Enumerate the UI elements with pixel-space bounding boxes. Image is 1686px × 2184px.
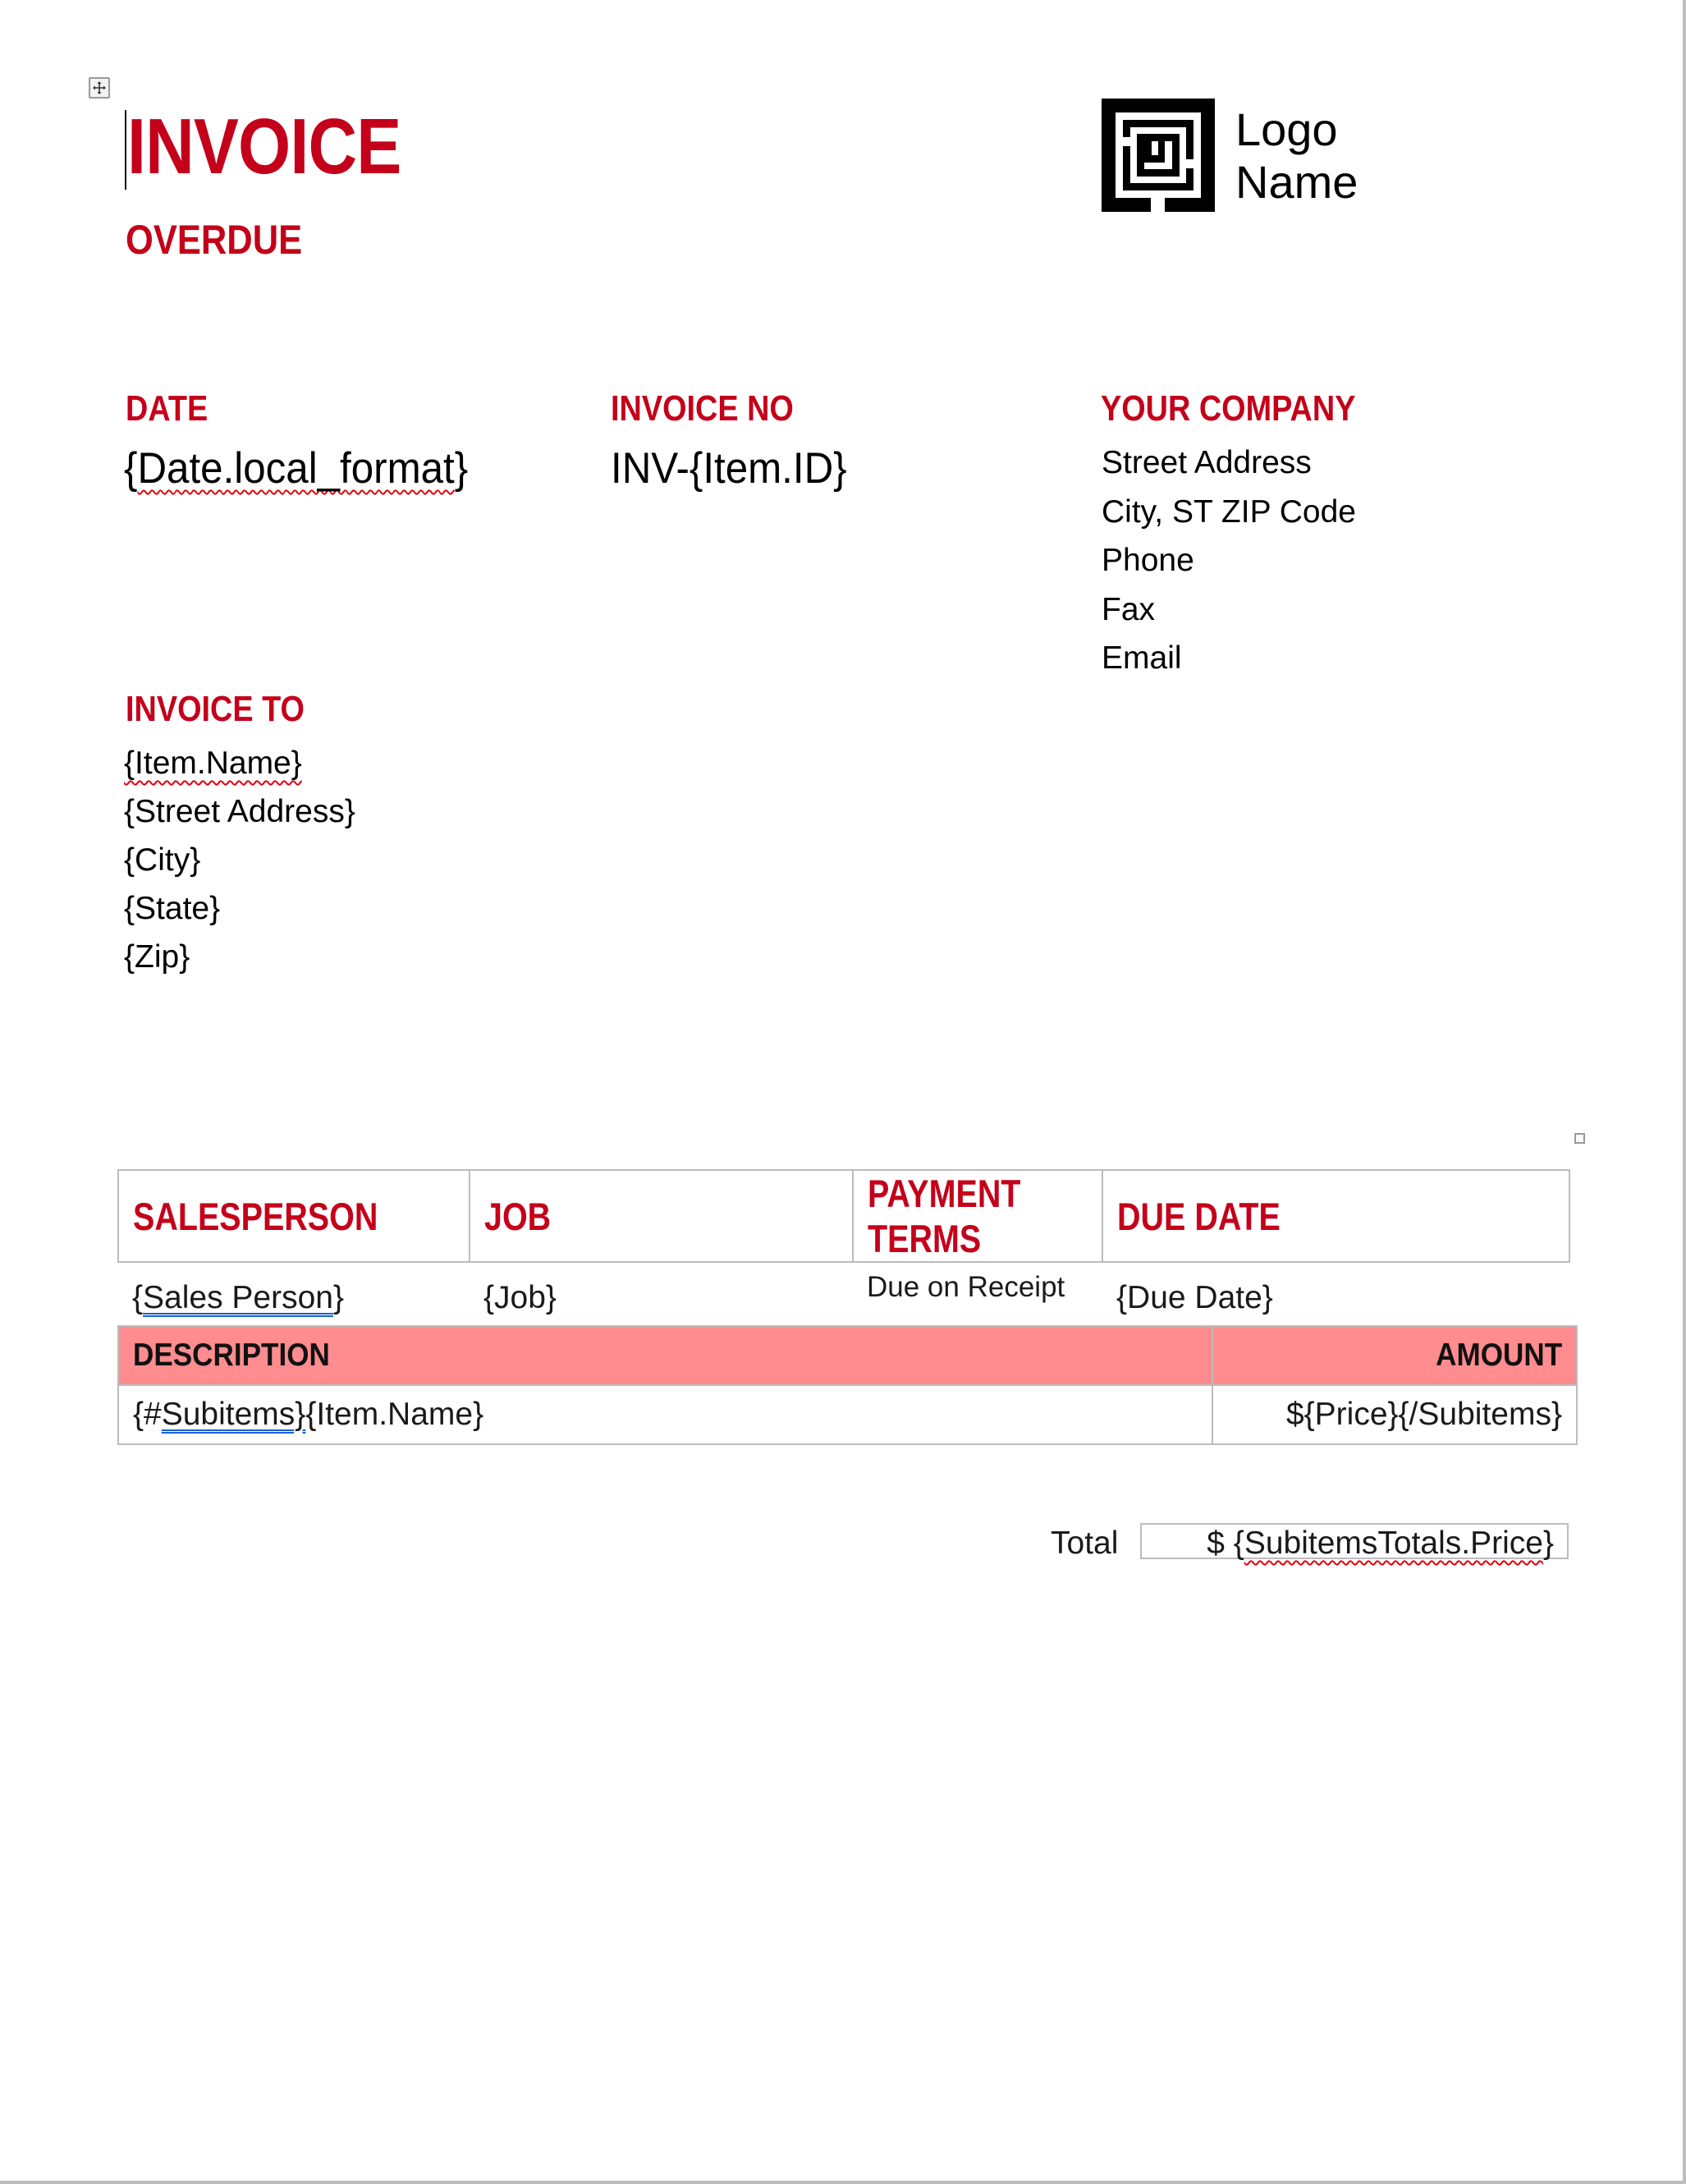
- logo-maze-icon: [1102, 99, 1215, 212]
- client-street[interactable]: {Street Address}: [124, 794, 355, 829]
- total-value: SubitemsTotals.Price: [1244, 1526, 1543, 1561]
- company-phone[interactable]: Phone: [1102, 543, 1194, 578]
- col-salesperson: SALESPERSON: [118, 1170, 470, 1262]
- subitems-tag: Subitems}: [161, 1397, 306, 1432]
- date-value[interactable]: {Date.local_format}: [124, 444, 469, 493]
- col-due-date: DUE DATE: [1102, 1170, 1569, 1262]
- company-label: YOUR COMPANY: [1101, 388, 1356, 429]
- logo-line-2: Name: [1235, 156, 1358, 208]
- total-label: Total: [1051, 1526, 1119, 1561]
- text-cursor: [125, 110, 126, 190]
- due-date-cell[interactable]: {Due Date}: [1116, 1280, 1273, 1315]
- page-edge-right: [1683, 0, 1686, 2184]
- invoice-no-label: INVOICE NO: [611, 388, 794, 429]
- total-currency: $: [1207, 1526, 1225, 1561]
- table-resize-handle[interactable]: [1574, 1133, 1585, 1144]
- logo-name: [1235, 103, 1400, 209]
- table-move-handle[interactable]: [89, 77, 110, 99]
- items-table: [117, 1325, 1578, 1445]
- client-city[interactable]: {City}: [124, 842, 201, 878]
- amount-cell[interactable]: ${Price}{/Subitems}: [1212, 1385, 1577, 1444]
- date-field: Date.local_format: [137, 444, 455, 493]
- payment-terms-cell[interactable]: Due on Receipt: [867, 1271, 1065, 1303]
- col-description: DESCRIPTION: [118, 1326, 1212, 1385]
- col-job: JOB: [470, 1170, 853, 1262]
- page-edge-bottom: [0, 2181, 1686, 2184]
- company-address: [1102, 438, 1356, 683]
- logo-line-1: Logo: [1235, 103, 1338, 155]
- client-name[interactable]: {Item.Name}: [124, 746, 302, 781]
- move-arrows-icon: [92, 80, 107, 95]
- total-value-box[interactable]: $ {SubitemsTotals.Price}: [1140, 1523, 1569, 1559]
- description-cell[interactable]: {#Subitems}{Item.Name}: [118, 1385, 1212, 1444]
- company-city[interactable]: City, ST ZIP Code: [1102, 493, 1356, 530]
- items-table-header: [118, 1326, 1577, 1385]
- table-row: [118, 1385, 1577, 1444]
- document-title: INVOICE: [127, 103, 401, 190]
- col-amount: AMOUNT: [1212, 1326, 1577, 1385]
- date-label: DATE: [126, 388, 208, 429]
- invoice-no-value[interactable]: INV-{Item.ID}: [611, 444, 847, 493]
- info-table-row: [118, 1262, 1569, 1330]
- job-cell[interactable]: {Job}: [483, 1280, 557, 1315]
- status-badge: OVERDUE: [126, 217, 303, 263]
- invoice-to-address: [124, 739, 355, 981]
- salesperson-field: Sales Person: [143, 1280, 333, 1315]
- company-street[interactable]: Street Address: [1102, 445, 1312, 480]
- company-email[interactable]: Email: [1102, 640, 1182, 676]
- client-zip[interactable]: {Zip}: [124, 939, 190, 975]
- client-state[interactable]: {State}: [124, 891, 221, 926]
- invoice-to-label: INVOICE TO: [126, 689, 305, 729]
- salesperson-cell[interactable]: {Sales Person}: [132, 1280, 345, 1315]
- col-payment-terms: PAYMENT TERMS: [853, 1170, 1102, 1262]
- info-table: [117, 1169, 1570, 1330]
- info-table-header: [118, 1170, 1569, 1262]
- company-fax[interactable]: Fax: [1102, 591, 1156, 627]
